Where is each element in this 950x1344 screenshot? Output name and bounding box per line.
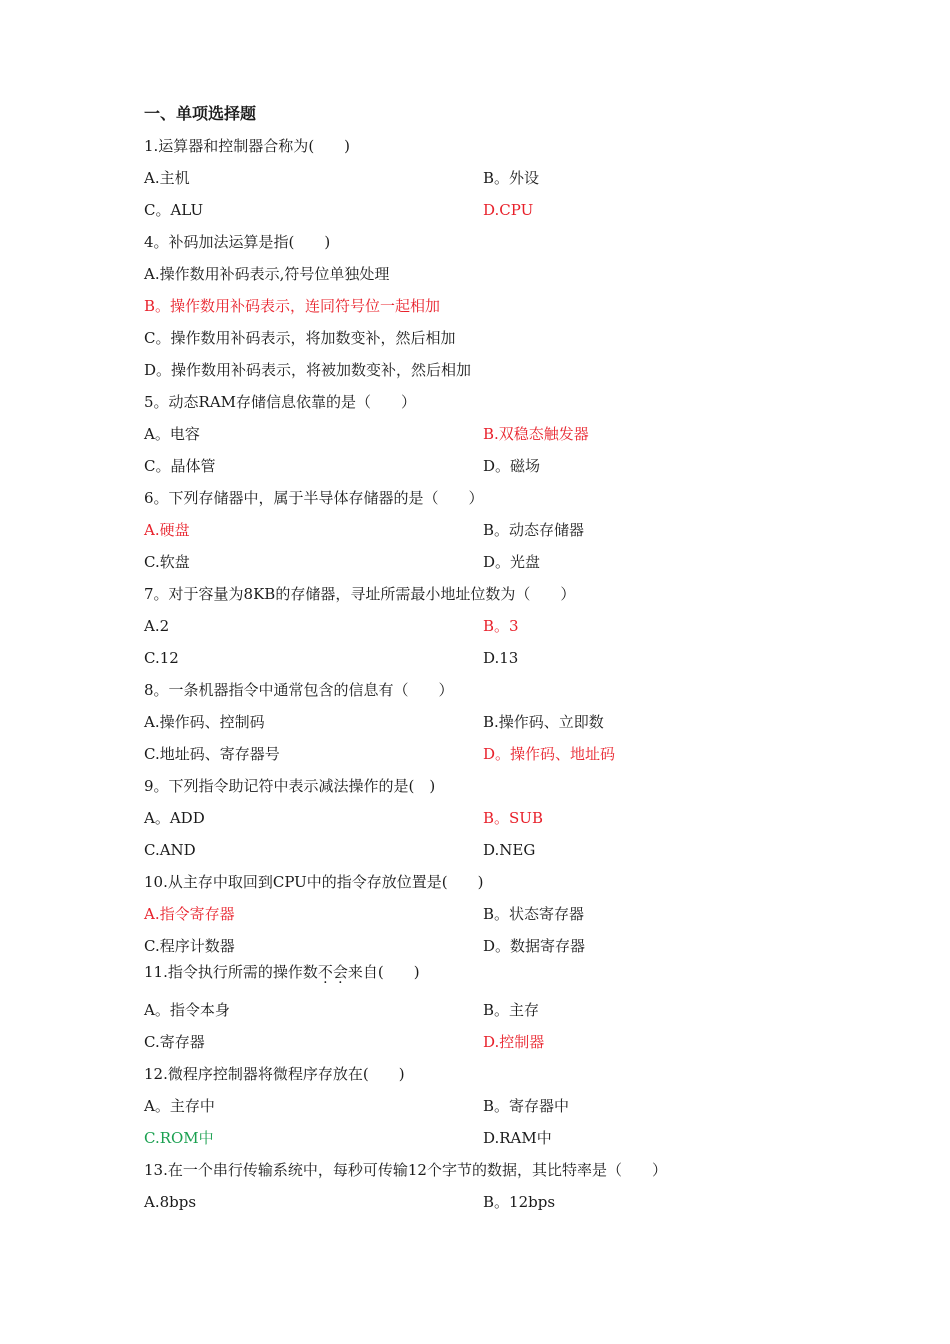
question-stem: 13.在一个串行传输系统中，每秒可传输12个字节的数据，其比特率是（ ） [144,1161,667,1179]
question-stem: 4。补码加法运算是指( ) [144,233,331,251]
option-a: A。电容 [144,425,200,443]
question-stem: 1.运算器和控制器合称为( ) [144,137,351,155]
option-c: C。ALU [144,201,204,219]
question-stem: 9。下列指令助记符中表示减法操作的是( ) [144,777,436,795]
option-a: A。指令本身 [144,1001,230,1019]
emphasis-mark: 会 [332,963,348,981]
option-d: D。数据寄存器 [483,937,586,955]
option-a: A.操作数用补码表示,符号位单独处理 [144,265,390,283]
option-c: C.AND [144,841,196,859]
option-d-answer: D.控制器 [483,1033,545,1051]
option-c: C.程序计数器 [144,937,235,955]
option-d: D.RAM中 [483,1129,552,1147]
question-stem: 8。一条机器指令中通常包含的信息有（ ） [144,681,454,699]
option-a-answer: A.硬盘 [144,521,190,539]
option-c: C.12 [144,649,179,667]
option-d: D。磁场 [483,457,541,475]
option-d-answer: D。操作码、地址码 [483,745,616,763]
option-c: C。晶体管 [144,457,216,475]
option-b-answer: B。SUB [483,809,543,827]
stem-text: 来自( ) [347,963,420,981]
option-a-answer: A.指令寄存器 [144,905,235,923]
option-c: C.地址码、寄存器号 [144,745,280,763]
option-b-answer: B。3 [483,617,519,635]
option-a: A.2 [144,617,170,635]
section-title: 一、单项选择题 [144,104,257,123]
question-stem: 5。动态RAM存储信息依靠的是（ ） [144,393,417,411]
option-c-answer: C.ROM中 [144,1129,214,1147]
option-b: B。主存 [483,1001,540,1019]
option-a: A.8bps [144,1193,197,1211]
option-a: A.操作码、控制码 [144,713,265,731]
question-stem: 10.从主存中取回到CPU中的指令存放位置是( ) [144,873,484,891]
option-b: B。外设 [483,169,540,187]
question-stem: 6。下列存储器中，属于半导体存储器的是（ ） [144,489,484,507]
option-b: B。寄存器中 [483,1097,570,1115]
option-a: A.主机 [144,169,190,187]
question-stem: 7。对于容量为8KB的存储器，寻址所需最小地址位数为（ ） [144,585,576,603]
option-a: A。ADD [144,809,205,827]
option-b: B。状态寄存器 [483,905,585,923]
option-c: C。操作数用补码表示，将加数变补，然后相加 [144,329,456,347]
question-stem [144,962,420,982]
option-d: D。操作数用补码表示，将被加数变补，然后相加 [144,361,472,379]
option-d: D.NEG [483,841,536,859]
option-d: D.13 [483,649,519,667]
option-b: B.操作码、立即数 [483,713,604,731]
option-c: C.寄存器 [144,1033,205,1051]
option-b-answer: B.双稳态触发器 [483,425,589,443]
option-d-answer: D.CPU [483,201,534,219]
question-stem: 12.微程序控制器将微程序存放在( ) [144,1065,405,1083]
option-c: C.软盘 [144,553,190,571]
option-a: A。主存中 [144,1097,215,1115]
emphasis-mark: 不 [317,963,333,981]
option-b-answer: B。操作数用补码表示，连同符号位一起相加 [144,297,441,315]
option-d: D。光盘 [483,553,541,571]
stem-text: 11.指令执行所需的操作数 [144,963,318,981]
option-b: B。动态存储器 [483,521,585,539]
option-b: B。12bps [483,1193,556,1211]
